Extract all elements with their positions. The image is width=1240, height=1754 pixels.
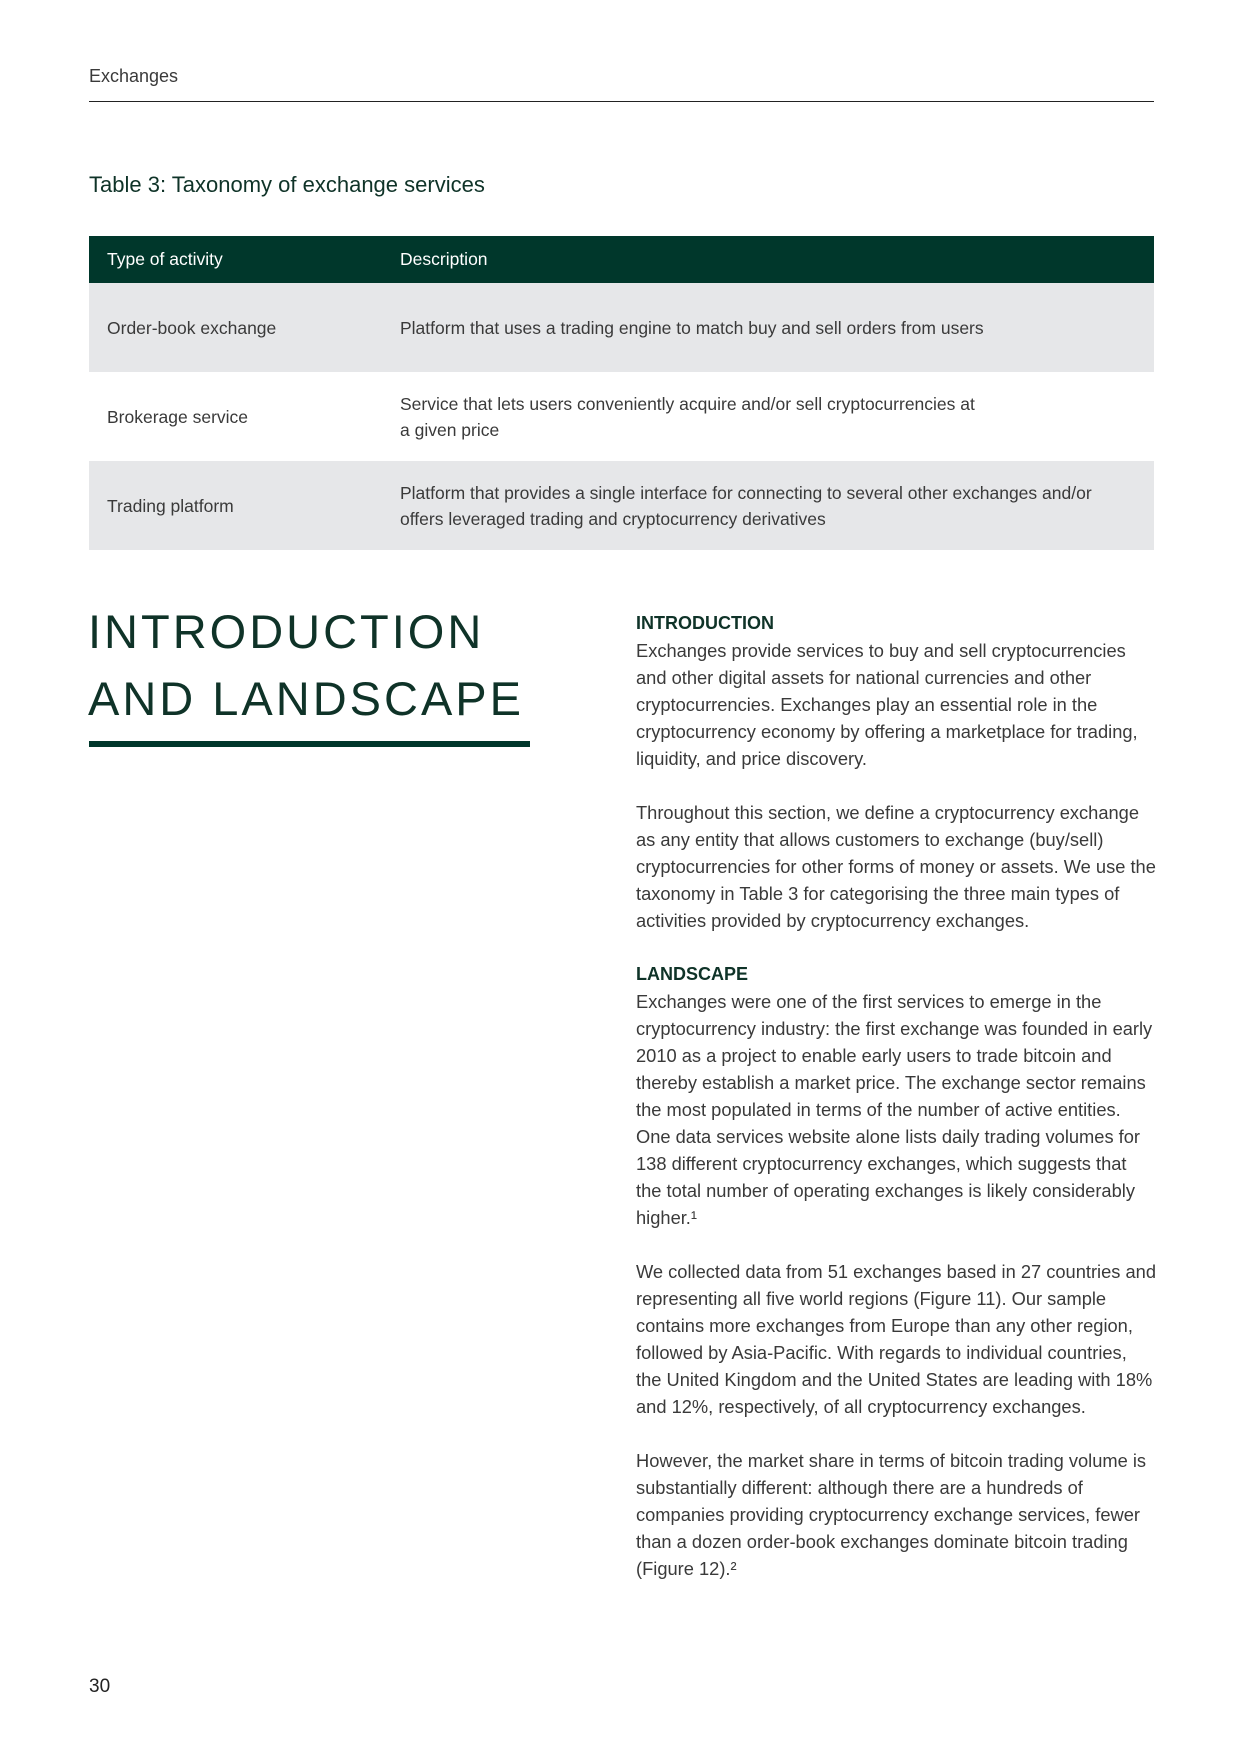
landscape-subheading: LANDSCAPE bbox=[636, 964, 749, 984]
intro-paragraph-1: Exchanges provide services to buy and sell cryptocurrencies and other digital assets for national currencies and other cryptocurrencies. Exchanges play an essential role in the cryptocurrency economy by offering a marketplace for trading, liquidity, and price discovery. bbox=[636, 640, 1138, 769]
landscape-paragraph-1: Exchanges were one of the first services to emerge in the cryptocurrency industry: the first exchange was founded in early 2010 as a project to enable early users to trade bitcoin and thereby establish a market price. The exchange sector remains the most populated in terms of the number of active entities. One data services website alone lists daily trading volumes for 138 different cryptocurrency exchanges, which suggests that the total number of operating exchanges is likely considerably higher.¹ bbox=[636, 991, 1153, 1228]
table-title: Table 3: Taxonomy of exchange services bbox=[89, 172, 485, 197]
row-type-cell: Trading platform bbox=[89, 461, 382, 550]
table-row bbox=[89, 372, 1154, 461]
intro-paragraph-2: Throughout this section, we define a cryptocurrency exchange as any entity that allows customers to exchange (buy/sell) cryptocurrencies for other forms of money or assets. We use the taxonomy in Table 3 for categorising the three main types of activities provided by cryptocurrency exchanges. bbox=[636, 802, 1156, 931]
column-header-type: Type of activity bbox=[89, 236, 382, 283]
section-heading-line-1: INTRODUCTION bbox=[88, 605, 485, 658]
landscape-paragraph-2: We collected data from 51 exchanges based in 27 countries and representing all five world regions (Figure 11). Our sample contains more exchanges from Europe than any other region, followed by Asia-Pacific. With regards to individual countries, the United Kingdom and the United States are leading with 18% and 12%, respectively, of all cryptocurrency exchanges. bbox=[636, 1261, 1156, 1417]
header-divider bbox=[89, 101, 1154, 102]
row-description-cell: Platform that uses a trading engine to match buy and sell orders from users bbox=[382, 283, 1154, 372]
row-type-cell: Brokerage service bbox=[89, 372, 382, 461]
landscape-paragraph-3: However, the market share in terms of bitcoin trading volume is substantially different: although there are a hundreds of companies providing cryptocurrency exchange services, fewer than a dozen order-book exchanges dominate bitcoin trading (Figure 12).² bbox=[636, 1450, 1147, 1579]
body-column bbox=[636, 610, 1156, 1582]
row-type-cell: Order-book exchange bbox=[89, 283, 382, 372]
heading-underline bbox=[89, 741, 530, 747]
taxonomy-table bbox=[89, 236, 1154, 550]
table-row bbox=[89, 461, 1154, 550]
table-header-row bbox=[89, 236, 1154, 283]
page-number: 30 bbox=[89, 1676, 111, 1697]
row-description-cell: Platform that provides a single interface for connecting to several other exchanges and/or offers leveraged trading and cryptocurrency derivatives bbox=[382, 461, 1154, 550]
section-heading-line-2: AND LANDSCAPE bbox=[88, 672, 524, 725]
section-heading bbox=[88, 598, 548, 732]
running-header: Exchanges bbox=[89, 66, 179, 86]
row-description-cell: Service that lets users conveniently acquire and/or sell cryptocurrencies at a given price bbox=[382, 372, 1154, 461]
intro-subheading: INTRODUCTION bbox=[636, 613, 774, 633]
column-header-description: Description bbox=[382, 236, 1154, 283]
table-row bbox=[89, 283, 1154, 372]
